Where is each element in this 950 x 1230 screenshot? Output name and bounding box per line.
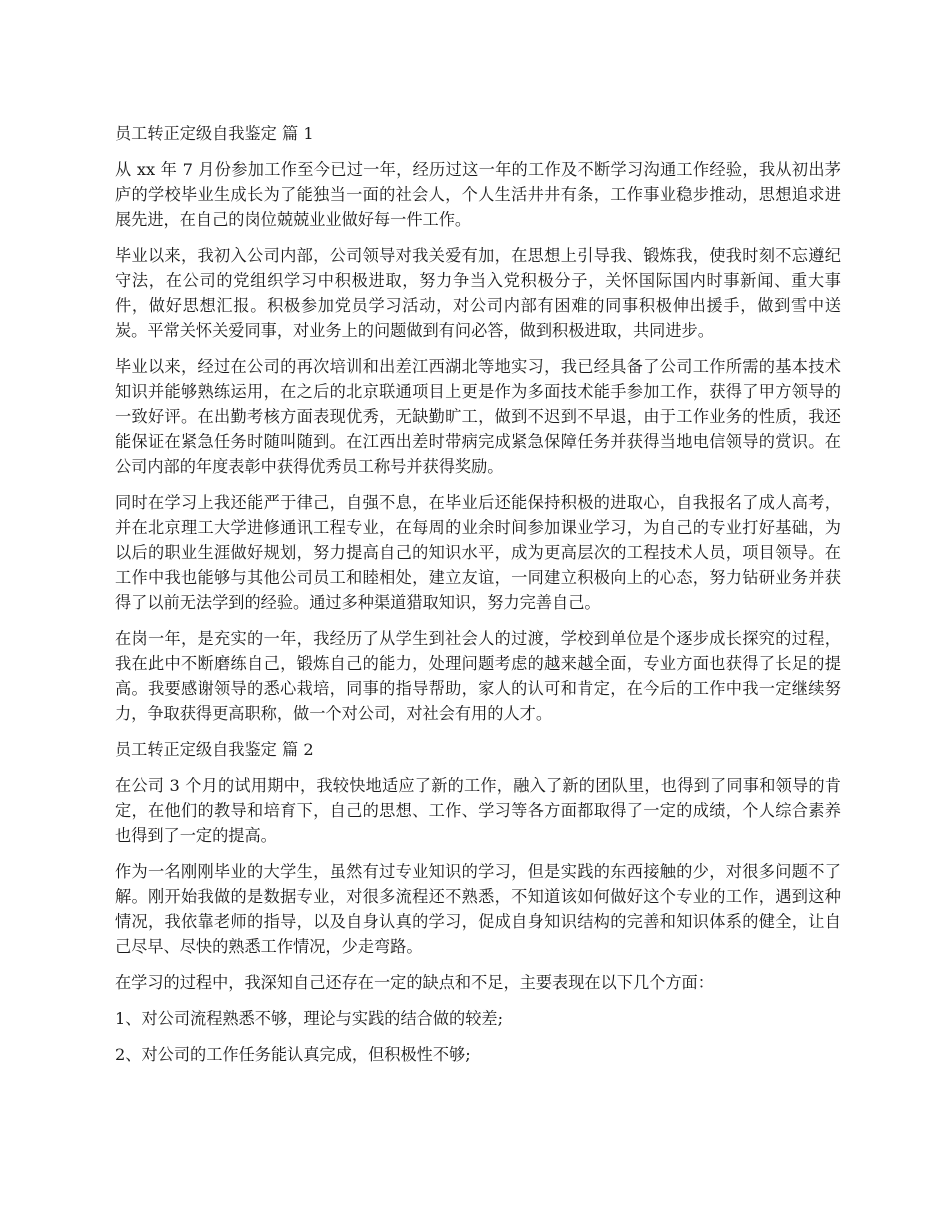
paragraph: 毕业以来，经过在公司的再次培训和出差江西湖北等地实习，我已经具备了公司工作所需的基本技术知识并能够熟练运用，在之后的北京联通项目上更是作为多面技术能手参加工作，获得了甲方领导的一致好评。在出勤考核方面表现优秀，无缺勤旷工，做到不迟到不早退，由于工作业务的性质，我还能保证在紧急任务时随叫随到。在江西出差时带病完成紧急保障任务并获得当地电信领导的赏识。在公司内部的年度表彰中获得优秀员工称号并获得奖励。 (115, 357, 841, 476)
paragraph: 作为一名刚刚毕业的大学生，虽然有过专业知识的学习，但是实践的东西接触的少，对很多问题不了解。刚开始我做的是数据专业，对很多流程还不熟悉，不知道该如何做好这个专业的工作，遇到这种情况，我依靠老师的指导，以及自身认真的学习，促成自身知识结构的完善和知识体系的健全，让自己尽早、尽快的熟悉工作情况，少走弯路。 (115, 862, 841, 956)
paragraph: 从 xx 年 7 月份参加工作至今已过一年，经历过这一年的工作及不断学习沟通工作经验，我从初出茅庐的学校毕业生成长为了能独当一面的社会人，个人生活井井有条，工作事业稳步推动，思想追求进展先进，在自己的岗位兢兢业业做好每一件工作。 (115, 160, 841, 229)
section-heading: 员工转正定级自我鉴定 篇 1 (115, 124, 314, 143)
list-item: 1、对公司流程熟悉不够，理论与实践的结合做的较差; (115, 1009, 504, 1028)
paragraph: 在公司 3 个月的试用期中，我较快地适应了新的工作，融入了新的团队里，也得到了同事和领导的肯定，在他们的教导和培育下，自己的思想、工作、学习等各方面都取得了一定的成绩，个人综合素养也得到了一定的提高。 (115, 776, 841, 845)
paragraph: 在岗一年，是充实的一年，我经历了从学生到社会人的过渡，学校到单位是个逐步成长探究的过程，我在此中不断磨练自己，锻炼自己的能力，处理问题考虑的越来越全面，专业方面也获得了长足的提高。我要感谢领导的悉心栽培，同事的指导帮助，家人的认可和肯定，在今后的工作中我一定继续努力，争取获得更高职称，做一个对公司，对社会有用的人才。 (115, 629, 841, 723)
section-heading: 员工转正定级自我鉴定 篇 2 (115, 740, 314, 759)
list-item: 2、对公司的工作任务能认真完成，但积极性不够; (115, 1045, 471, 1064)
paragraph: 同时在学习上我还能严于律己，自强不息，在毕业后还能保持积极的进取心，自我报名了成人高考，并在北京理工大学进修通讯工程专业，在每周的业余时间参加课业学习，为自己的专业打好基础，为以后的职业生涯做好规划，努力提高自己的知识水平，成为更高层次的工程技术人员，项目领导。在工作中我也能够与其他公司员工和睦相处，建立友谊，一同建立积极向上的心态，努力钻研业务并获得了以前无法学到的经验。通过多种渠道猎取知识，努力完善自己。 (115, 493, 841, 612)
document-page (115, 121, 841, 1078)
paragraph: 在学习的过程中，我深知自己还存在一定的缺点和不足，主要表现在以下几个方面： (115, 973, 714, 992)
paragraph: 毕业以来，我初入公司内部，公司领导对我关爱有加，在思想上引导我、锻炼我，使我时刻不忘遵纪守法，在公司的党组织学习中积极进取，努力争当入党积极分子，关怀国际国内时事新闻、重大事件，做好思想汇报。积极参加党员学习活动，对公司内部有困难的同事积极伸出援手，做到雪中送炭。平常关怀关爱同事，对业务上的问题做到有问必答，做到积极进取，共同进步。 (115, 246, 841, 340)
